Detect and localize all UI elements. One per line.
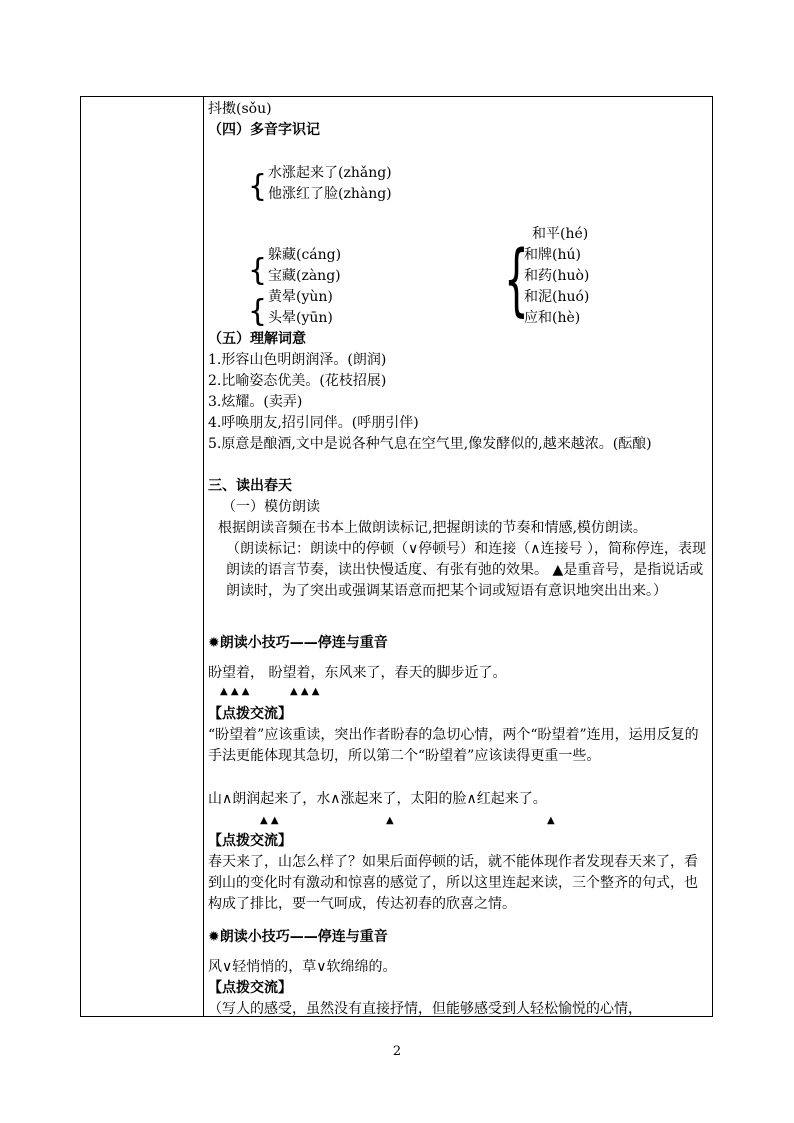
exchange-heading-1: 【点拨交流】	[208, 706, 292, 722]
meaning-3: 3.炫耀。(卖弄)	[208, 394, 303, 410]
stress-mark-group-2: ▲ ▲ ▲	[290, 686, 320, 697]
paragraph-marks: （朗读标记：朗读中的停顿（∨停顿号）和连接（∧连接号 ），简称停连，表现朗读的语言节奏，读出快慢适度、有张有弛的效果。 ▲是重音号，是指说话或朗读时，为了突出或强调某语意而把某个词或短语有意识地突出出来。）	[226, 541, 706, 599]
brace-he: {	[504, 235, 529, 325]
exchange-text-1: “盼望着”应该重读，突出作者盼春的急切心情，两个“盼望着”连用，运用反复的手法更能体现其急切，所以第二个“盼望着”应该读得更重一些。	[208, 727, 699, 764]
document-table	[80, 96, 713, 1017]
sentence-1: 盼望着， 盼望着，东风来了，春天的脚步近了。	[208, 665, 507, 681]
tip-heading-1: ✹朗读小技巧——停连与重音	[208, 635, 388, 651]
he-item-4: 和泥(huó)	[524, 289, 590, 305]
stress-mark-group-1: ▲ ▲ ▲	[220, 686, 250, 697]
exchange-heading-3: 【点拨交流】	[208, 980, 292, 996]
tip-heading-2: ✹朗读小技巧——停连与重音	[208, 929, 388, 945]
he-item-2: 和牌(hú)	[524, 247, 581, 263]
heading-read-spring: 三、读出春天	[208, 478, 292, 494]
exchange-heading-2: 【点拨交流】	[208, 833, 292, 849]
line-sou: 抖擞(sǒu)	[208, 101, 272, 117]
meaning-5: 5.原意是酿酒,文中是说各种气息在空气里,像发酵似的,越来越浓。(酝酿)	[208, 436, 652, 452]
column-divider	[203, 97, 204, 1016]
he-item-5: 应和(hè)	[524, 310, 581, 326]
meaning-2: 2.比喻姿态优美。(花枝招展)	[208, 373, 387, 389]
zhang-item-2: 他涨红了脸(zhàng)	[268, 186, 392, 202]
stress-mark-5: ▲	[547, 815, 555, 826]
subheading-imitate: （一）模仿朗读	[222, 499, 320, 515]
stress-mark-group-3: ▲ ▲	[260, 815, 279, 826]
brace-cang: {	[248, 253, 268, 288]
sentence-2: 山∧朗润起来了，水∧涨起来了，太阳的脸∧红起来了。	[208, 791, 547, 807]
brace-yun: {	[248, 294, 268, 329]
exchange-text-3: （写人的感受，虽然没有直接抒情，但能够感受到人轻松愉悦的心情，	[208, 1001, 642, 1017]
cang-item-1: 躲藏(cáng)	[268, 247, 342, 263]
sentence-3: 风∨轻悄悄的，草∨软绵绵的。	[208, 959, 397, 975]
heading-meaning: （五）理解词意	[208, 331, 306, 347]
paragraph-imitate: 根据朗读音频在书本上做朗读标记,把握朗读的节奏和情感,模仿朗读。	[218, 520, 647, 536]
exchange-text-2: 春天来了，山怎么样了？如果后面停顿的话，就不能体现作者发现春天来了，看到山的变化时有激动和惊喜的感觉了，所以这里连起来读，三个整齐的句式，也构成了排比，要一气呵成，传达初春的欣喜之情。	[208, 854, 698, 912]
meaning-4: 4.呼唤朋友,招引同伴。(呼朋引伴)	[208, 415, 419, 431]
yun-item-1: 黄晕(yùn)	[268, 289, 333, 305]
he-item-1: 和平(hé)	[532, 226, 589, 242]
meaning-1: 1.形容山色明朗润泽。(朗润)	[208, 352, 387, 368]
yun-item-2: 头晕(yūn)	[268, 310, 333, 326]
stress-mark-4: ▲	[386, 815, 394, 826]
cang-item-2: 宝藏(zàng)	[268, 268, 341, 284]
brace-zhang: {	[248, 169, 268, 204]
heading-polyphone: （四）多音字识记	[208, 122, 320, 138]
zhang-item-1: 水涨起来了(zhǎng)	[268, 165, 392, 181]
page-number: 2	[392, 1044, 402, 1059]
he-item-3: 和药(huò)	[524, 268, 590, 284]
